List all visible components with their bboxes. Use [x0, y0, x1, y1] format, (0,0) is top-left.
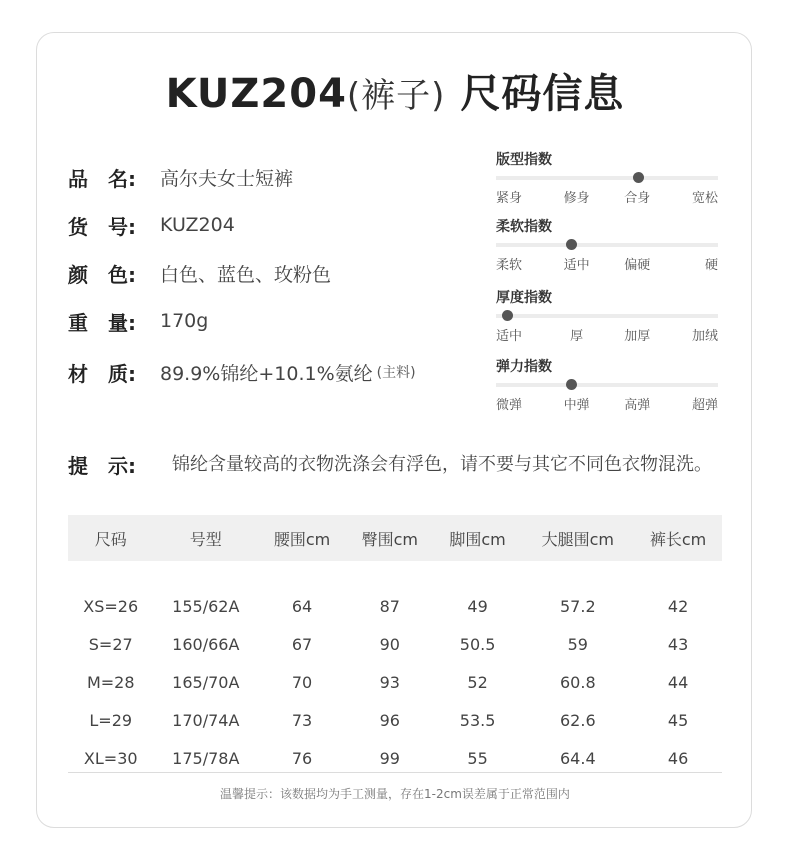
index-title: 版型指数	[496, 152, 552, 168]
table-header-row	[68, 515, 722, 561]
table-cell: XS=26	[83, 596, 139, 616]
column-header: 尺码	[68, 515, 153, 561]
index-track	[496, 176, 718, 180]
column-header: 裤长cm	[634, 515, 722, 561]
table-cell: 45	[667, 710, 689, 730]
column-header: 臀围cm	[346, 515, 434, 561]
index-option: 柔软	[496, 258, 523, 273]
table-cell: 52	[467, 672, 488, 692]
wash-tip	[68, 452, 738, 480]
title-type: (裤子)	[346, 76, 446, 116]
table-divider	[68, 772, 722, 773]
column-header: 大腿围cm	[521, 515, 634, 561]
table-cell: 155/62A	[172, 596, 240, 616]
table-cell: 170/74A	[172, 710, 240, 730]
info-row-weight	[68, 306, 208, 336]
softness-index	[496, 217, 724, 273]
index-option: 加绒	[691, 329, 718, 344]
index-option: 微弹	[496, 398, 523, 413]
table-cell: 67	[291, 634, 313, 654]
table-cell: 93	[379, 672, 400, 692]
info-value: 高尔夫女士短裤	[160, 167, 294, 190]
table-cell: 46	[667, 748, 689, 768]
index-option: 偏硬	[624, 258, 651, 273]
info-row-color	[68, 258, 331, 288]
index-option: 合身	[624, 191, 651, 206]
table-row	[68, 701, 722, 739]
table-cell: XL=30	[83, 748, 138, 768]
table-cell: 99	[379, 748, 400, 768]
index-option: 紧身	[496, 191, 523, 206]
table-cell: 59	[567, 634, 588, 654]
table-row	[68, 561, 722, 625]
table-cell: 165/70A	[172, 672, 240, 692]
material-note: (主料)	[376, 365, 416, 381]
index-title: 弹力指数	[496, 359, 552, 375]
column-header: 脚围cm	[434, 515, 522, 561]
index-option: 修身	[563, 191, 590, 206]
info-label: 材 质:	[68, 361, 136, 386]
table-cell: L=29	[89, 710, 133, 730]
info-label: 重 量:	[68, 310, 136, 335]
index-option: 中弹	[563, 398, 590, 413]
table-cell: 73	[291, 710, 313, 730]
info-value: 170g	[160, 310, 209, 332]
index-title: 柔软指数	[496, 219, 552, 235]
measurement-footnote: 温馨提示：该数据均为手工测量，存在1-2cm误差属于正常范围内	[220, 787, 570, 801]
table-cell: 44	[667, 672, 689, 692]
index-option: 适中	[563, 258, 590, 273]
table-cell: 53.5	[459, 710, 496, 730]
table-cell: M=28	[86, 672, 135, 692]
fit-index	[496, 150, 724, 206]
index-option: 硬	[704, 258, 718, 273]
table-row	[68, 663, 722, 701]
info-value: 89.9%锦纶+10.1%氨纶	[160, 362, 373, 385]
table-row	[68, 625, 722, 663]
title-suffix: 尺码信息	[460, 71, 625, 117]
index-marker	[633, 172, 644, 183]
index-track	[496, 314, 718, 318]
info-label: 货 号:	[68, 214, 136, 239]
table-cell: 87	[379, 596, 400, 616]
table-cell: 42	[667, 596, 689, 616]
index-track	[496, 243, 718, 247]
table-cell: S=27	[88, 634, 133, 654]
elasticity-index	[496, 357, 724, 413]
info-label: 颜 色:	[68, 262, 136, 287]
table-cell: 64	[291, 596, 313, 616]
table-cell: 70	[291, 672, 313, 692]
index-marker	[502, 310, 513, 321]
table-cell: 90	[379, 634, 400, 654]
info-label: 品 名:	[68, 166, 136, 191]
column-header: 腰围cm	[258, 515, 346, 561]
index-marker	[566, 239, 577, 250]
page-title	[0, 62, 790, 119]
table-cell: 49	[467, 596, 488, 616]
info-value: KUZ204	[160, 214, 235, 236]
table-cell: 43	[667, 634, 689, 654]
table-cell: 96	[379, 710, 400, 730]
table-cell: 62.6	[560, 710, 596, 730]
table-cell: 76	[291, 748, 313, 768]
title-code: KUZ204	[165, 71, 347, 117]
index-option: 宽松	[691, 191, 718, 206]
info-row-sku	[68, 210, 235, 240]
index-option: 超弹	[691, 398, 718, 413]
table-cell: 57.2	[560, 596, 596, 616]
table-cell: 175/78A	[172, 748, 240, 768]
table-cell: 55	[467, 748, 488, 768]
table-cell: 50.5	[459, 634, 496, 654]
index-marker	[566, 379, 577, 390]
table-cell: 160/66A	[172, 634, 240, 654]
index-option: 适中	[496, 329, 523, 344]
tip-text: 锦纶含量较高的衣物洗涤会有浮色，请不要与其它不同色衣物混洗。	[172, 454, 712, 475]
info-row-material	[68, 357, 416, 387]
table-cell: 60.8	[560, 672, 596, 692]
tip-label: 提 示:	[68, 454, 136, 478]
table-cell: 64.4	[560, 748, 596, 768]
column-header: 号型	[153, 515, 258, 561]
size-table	[68, 515, 722, 777]
index-title: 厚度指数	[496, 290, 552, 306]
info-value: 白色、蓝色、玫粉色	[160, 263, 332, 286]
index-track	[496, 383, 718, 387]
thickness-index	[496, 288, 724, 344]
index-option: 高弹	[624, 398, 651, 413]
index-option: 加厚	[624, 329, 651, 344]
index-option: 厚	[570, 329, 584, 344]
info-row-name	[68, 162, 293, 192]
